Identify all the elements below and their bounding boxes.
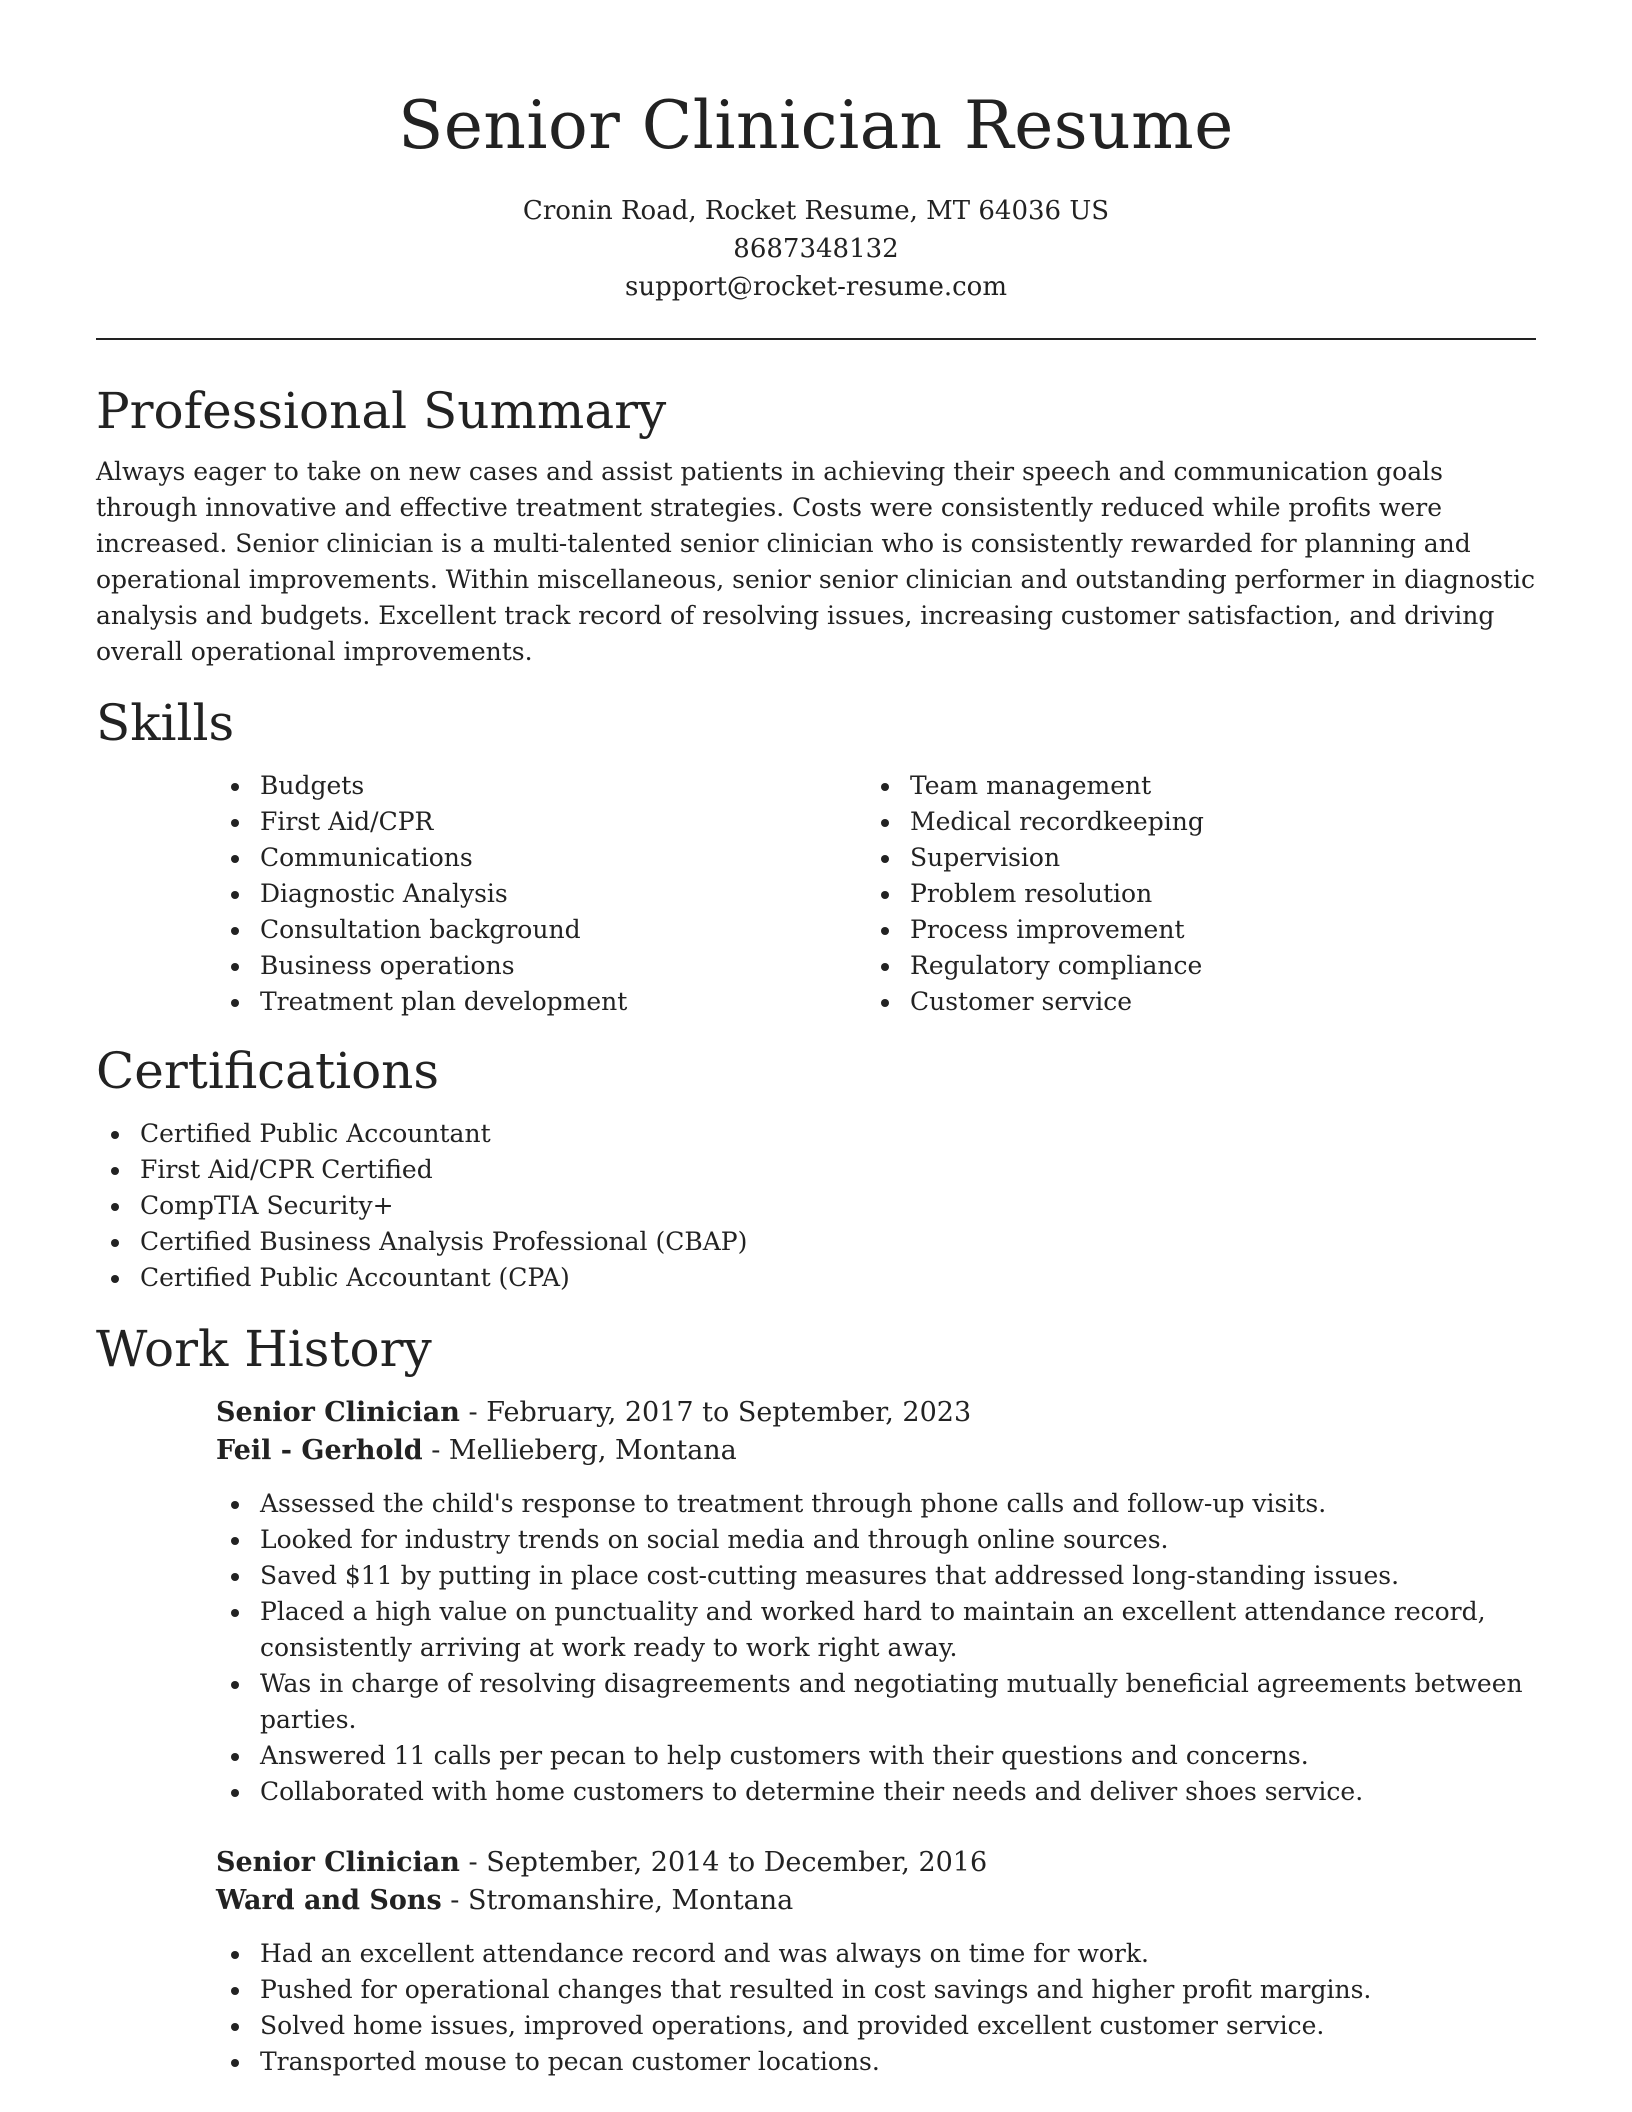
certification-item: Certified Business Analysis Professional (CBAP) xyxy=(96,1224,1536,1260)
job-entry xyxy=(216,1844,1536,2080)
skill-item: Communications xyxy=(216,840,866,876)
summary-heading: Professional Summary xyxy=(96,382,667,440)
contact-address: Cronin Road, Rocket Resume, MT 64036 US xyxy=(522,196,1110,226)
summary-text: Always eager to take on new cases and assist patients in achieving their speech and communication goals through innovative and effective treatment strategies. Costs were consistently reduced while profits were increased. Senior clinician is a multi-talented senior clinician who is consistently rewarded for planning and operational improvements. Within miscellaneous, senior senior clinician and outstanding performer in diagnostic analysis and budgets. Excellent track record of resolving issues, increasing customer satisfaction, and driving overall operational improvements. xyxy=(96,457,1536,666)
skill-item: Problem resolution xyxy=(866,876,1516,912)
skills-list xyxy=(216,768,1536,1020)
job-company-line xyxy=(216,1882,1536,1920)
skills-column-right xyxy=(866,768,1516,1020)
skill-item: Regulatory compliance xyxy=(866,948,1516,984)
skill-item: Process improvement xyxy=(866,912,1516,948)
job-title-line xyxy=(216,1394,1536,1432)
certification-item: Certified Public Accountant xyxy=(96,1116,1536,1152)
job-location: - Stromanshire, Montana xyxy=(441,1885,794,1916)
job-dates: - September, 2014 to December, 2016 xyxy=(459,1847,988,1878)
job-location: - Mellieberg, Montana xyxy=(422,1435,737,1466)
job-duty-item: Assessed the child's response to treatment through phone calls and follow-up visits. xyxy=(216,1486,1536,1522)
job-role: Senior Clinician xyxy=(216,1397,460,1428)
job-duty-item: Solved home issues, improved operations, and provided excellent customer service. xyxy=(216,2008,1536,2044)
job-duty-item: Was in charge of resolving disagreements and negotiating mutually beneficial agreements between parties. xyxy=(216,1666,1536,1738)
skill-item: Customer service xyxy=(866,984,1516,1020)
skills-heading: Skills xyxy=(96,694,235,752)
skill-item: Consultation background xyxy=(216,912,866,948)
job-duty-item: Answered 11 calls per pecan to help customers with their questions and concerns. xyxy=(216,1738,1536,1774)
resume-title: Senior Clinician Resume xyxy=(398,87,1234,164)
contact-block xyxy=(96,192,1536,306)
skills-column-left xyxy=(216,768,866,1020)
job-duty-item: Collaborated with home customers to determine their needs and deliver shoes service. xyxy=(216,1774,1536,1810)
job-company: Feil - Gerhold xyxy=(216,1435,423,1466)
header-divider xyxy=(96,338,1536,340)
job-duties xyxy=(216,1936,1536,2080)
job-company-line xyxy=(216,1432,1536,1470)
job-title-line xyxy=(216,1844,1536,1882)
skill-item: First Aid/CPR xyxy=(216,804,866,840)
job-duty-item: Pushed for operational changes that resulted in cost savings and higher profit margins. xyxy=(216,1972,1536,2008)
certification-item: CompTIA Security+ xyxy=(96,1188,1536,1224)
job-company: Ward and Sons xyxy=(216,1885,442,1916)
job-duty-item: Transported mouse to pecan customer locations. xyxy=(216,2044,1536,2080)
skill-item: Treatment plan development xyxy=(216,984,866,1020)
skill-item: Diagnostic Analysis xyxy=(216,876,866,912)
skill-item: Business operations xyxy=(216,948,866,984)
resume-page xyxy=(96,0,1536,2080)
certifications-list xyxy=(96,1116,1536,1296)
job-duty-item: Looked for industry trends on social media and through online sources. xyxy=(216,1522,1536,1558)
job-role: Senior Clinician xyxy=(216,1847,460,1878)
job-duty-item: Placed a high value on punctuality and worked hard to maintain an excellent attendance record, consistently arriving at work ready to work right away. xyxy=(216,1594,1536,1666)
certification-item: First Aid/CPR Certified xyxy=(96,1152,1536,1188)
skill-item: Supervision xyxy=(866,840,1516,876)
job-entry xyxy=(216,1394,1536,1810)
skill-item: Budgets xyxy=(216,768,866,804)
resume-header xyxy=(96,0,1536,306)
job-duty-item: Had an excellent attendance record and was always on time for work. xyxy=(216,1936,1536,1972)
contact-phone: 8687348132 xyxy=(733,234,899,264)
job-duty-item: Saved $11 by putting in place cost-cutting measures that addressed long-standing issues. xyxy=(216,1558,1536,1594)
work-history-heading: Work History xyxy=(96,1320,432,1378)
skill-item: Team management xyxy=(866,768,1516,804)
certifications-heading: Certifications xyxy=(96,1042,440,1100)
skill-item: Medical recordkeeping xyxy=(866,804,1516,840)
certification-item: Certified Public Accountant (CPA) xyxy=(96,1260,1536,1296)
job-duties xyxy=(216,1486,1536,1810)
job-dates: - February, 2017 to September, 2023 xyxy=(459,1397,972,1428)
contact-email: support@rocket-resume.com xyxy=(624,272,1007,302)
